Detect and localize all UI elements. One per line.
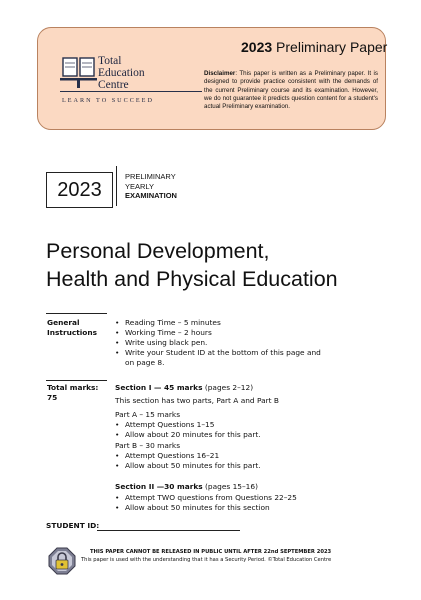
- subject-line-1: Personal Development,: [46, 239, 270, 263]
- total-marks-value: 75: [47, 393, 58, 402]
- part-b-item: • Attempt Questions 16–21: [115, 451, 261, 461]
- exam-type-line-1: PRELIMINARY: [125, 172, 176, 181]
- section1-pages: (pages 2–12): [202, 383, 254, 392]
- exam-type: [125, 172, 177, 201]
- disclaimer-text: : This paper is written as a Preliminary paper. It is designed to provide practice consistent with the demands of the current Preliminary course and its examination. However, we do not guarantee it predicts question content for a student's actual Preliminary examination.: [204, 70, 378, 111]
- marks-rule: [46, 380, 107, 381]
- security-lock-icon: [48, 547, 76, 575]
- book-icon: [60, 56, 98, 90]
- student-id-label: STUDENT ID:: [46, 521, 100, 530]
- total-marks-label: [47, 383, 98, 403]
- instructions-list: [115, 318, 328, 368]
- part-b-list: [115, 451, 261, 471]
- release-notice: THIS PAPER CANNOT BE RELEASED IN PUBLIC UNTIL AFTER 22nd SEPTEMBER 2023: [90, 549, 332, 555]
- part-b-item: • Allow about 50 minutes for this part.: [115, 461, 261, 471]
- section1-title: Section I — 45 marks: [115, 383, 203, 392]
- logo-divider: [60, 91, 202, 92]
- exam-type-line-3: EXAMINATION: [125, 191, 177, 200]
- section2-title: Section II —30 marks: [115, 482, 203, 491]
- disclaimer: [204, 70, 378, 111]
- section2-pages: (pages 15–16): [202, 482, 258, 491]
- instruction-item: • Reading Time – 5 minutes: [115, 318, 328, 328]
- logo-line-1: Total: [98, 55, 122, 67]
- part-a-list: [115, 420, 261, 440]
- logo-text: [98, 55, 145, 91]
- part-a-item: • Attempt Questions 1–15: [115, 420, 261, 430]
- instructions-label-line-2: Instructions: [47, 328, 98, 337]
- student-id-field[interactable]: [97, 530, 240, 531]
- exam-year-box: 2023: [46, 172, 113, 208]
- instructions-label: [47, 318, 97, 338]
- part-a-item: • Allow about 20 minutes for this part.: [115, 430, 261, 440]
- paper-year: 2023: [241, 39, 273, 55]
- subject-line-2: Health and Physical Education: [46, 267, 338, 291]
- instruction-item: • Working Time – 2 hours: [115, 328, 328, 338]
- section2-heading: [115, 482, 258, 492]
- instructions-rule: [46, 313, 107, 314]
- disclaimer-label: Disclaimer: [204, 70, 236, 77]
- section1-heading: [115, 383, 253, 393]
- exam-type-line-2: YEARLY: [125, 181, 155, 191]
- section1-description: This section has two parts, Part A and Part B: [115, 396, 279, 405]
- section2-list: [115, 493, 297, 513]
- header-box: [37, 27, 386, 130]
- part-b-title: Part B – 30 marks: [115, 441, 181, 450]
- section2-item: • Allow about 50 minutes for this section: [115, 503, 297, 513]
- exam-divider: [116, 166, 117, 206]
- logo-tagline: LEARN TO SUCCEED: [62, 97, 154, 104]
- tec-logo: [60, 53, 210, 123]
- logo-line-3: Centre: [98, 79, 129, 91]
- instruction-item: • Write your Student ID at the bottom of this page and on page 8.: [115, 348, 328, 368]
- paper-title: [241, 39, 387, 55]
- paper-type: Preliminary Paper: [276, 39, 388, 55]
- subject-title: [46, 237, 338, 293]
- security-notice: This paper is used with the understanding that it has a Security Period. ©Total Education Centre: [81, 557, 332, 563]
- section2-item: • Attempt TWO questions from Questions 22–25: [115, 493, 297, 503]
- logo-line-2: Education: [98, 67, 145, 79]
- total-marks-label-line-1: Total marks:: [47, 383, 99, 392]
- instruction-item: • Write using black pen.: [115, 338, 328, 348]
- instructions-label-line-1: General: [47, 318, 80, 327]
- part-a-title: Part A – 15 marks: [115, 410, 181, 419]
